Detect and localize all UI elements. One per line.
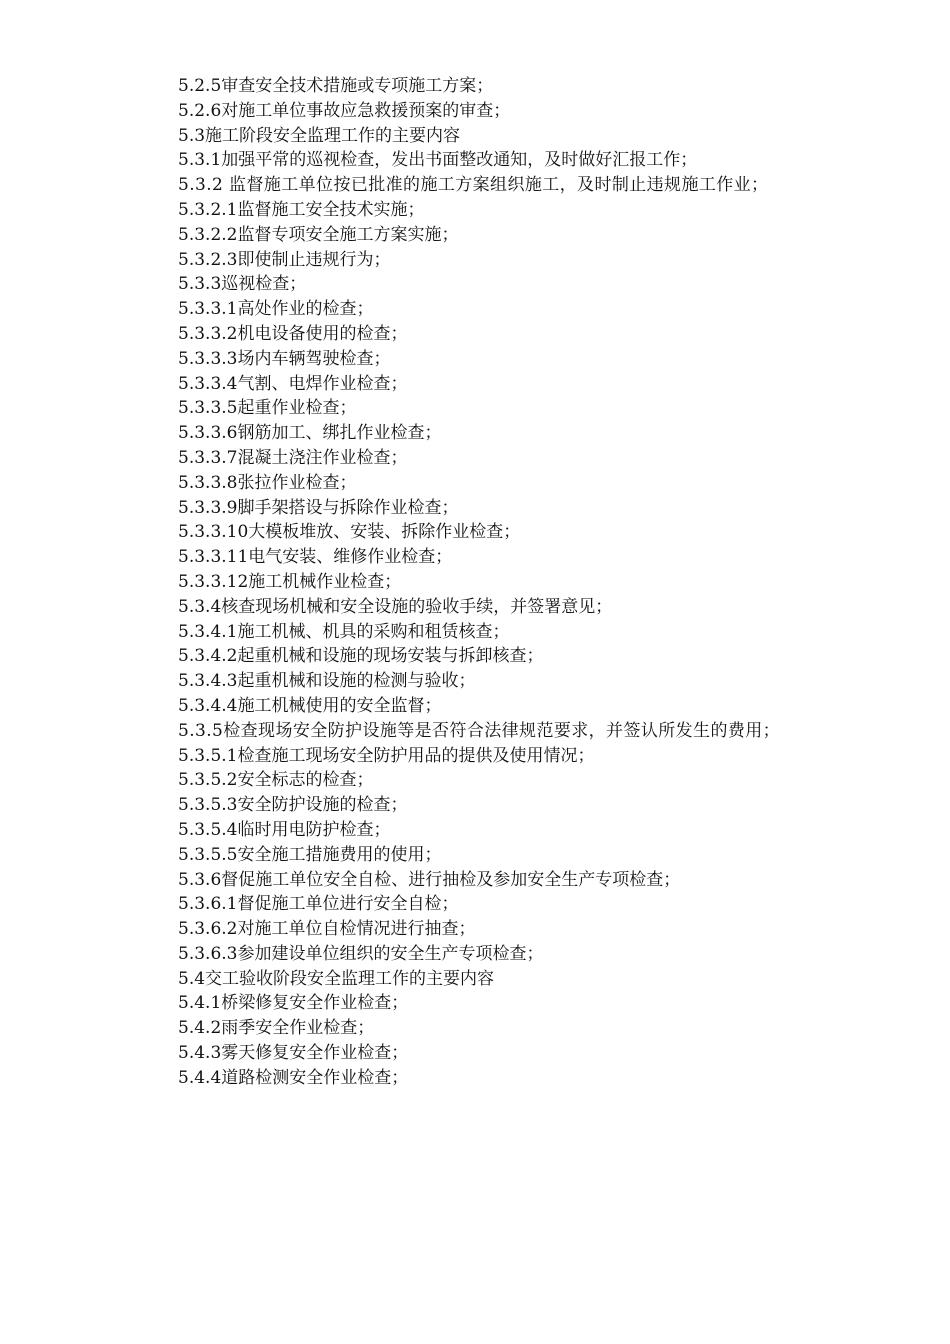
text-line: 5.3.5.2安全标志的检查； — [178, 770, 374, 791]
text-line: 5.3.3.10大模板堆放、安装、拆除作业检查； — [178, 522, 521, 543]
text-line: 5.4.4道路检测安全作业检查； — [178, 1067, 409, 1088]
text-line: 5.3.6.2对施工单位自检情况进行抽查； — [178, 919, 476, 940]
text-line: 5.3.6.3参加建设单位组织的安全生产专项检查； — [178, 943, 544, 964]
section-heading: 5.4交工验收阶段安全监理工作的主要内容 — [178, 968, 495, 989]
text-line: 5.3.3.5起重作业检查； — [178, 398, 357, 419]
text-line: 5.3.4.2起重机械和设施的现场安装与拆卸核查； — [178, 646, 544, 667]
text-line: 5.3.6.1督促施工单位进行安全自检； — [178, 894, 459, 915]
text-line: 5.3.3.4气割、电焊作业检查； — [178, 373, 408, 394]
text-line: 5.3.1加强平常的巡视检查，发出书面整改通知，及时做好汇报工作； — [178, 150, 698, 171]
text-line: 5.3.5.5安全施工措施费用的使用； — [178, 844, 442, 865]
text-line: 5.3.2.1监督施工安全技术实施； — [178, 199, 425, 220]
text-line: 5.4.3雾天修复安全作业检查； — [178, 1043, 409, 1064]
text-line: 5.3.5.1检查施工现场安全防护用品的提供及使用情况； — [178, 745, 595, 766]
text-line: 5.2.5审查安全技术措施或专项施工方案； — [178, 76, 494, 96]
text-line: 5.3.4.4施工机械使用的安全监督； — [178, 695, 442, 716]
text-line: 5.3.5检查现场安全防护设施等是否符合法律规范要求，并签认所发生的费用； — [178, 720, 781, 741]
text-line: 5.3.4核查现场机械和安全设施的验收手续，并签署意见； — [178, 596, 613, 617]
text-line: 5.2.6对施工单位事故应急救援预案的审查； — [178, 100, 511, 121]
text-line: 5.3.5.3安全防护设施的检查； — [178, 795, 408, 816]
text-line: 5.3.3.11电气安装、维修作业检查； — [178, 547, 453, 568]
text-line: 5.3.3.2机电设备使用的检查； — [178, 323, 408, 344]
text-line: 5.3.3.12施工机械作业检查； — [178, 571, 402, 592]
text-line: 5.3.3.8张拉作业检查； — [178, 472, 357, 493]
text-line: 5.3.2.2监督专项安全施工方案实施； — [178, 224, 459, 245]
document-body — [144, 74, 809, 1091]
text-line: 5.3.3.1高处作业的检查； — [178, 299, 374, 320]
text-line: 5.3.6督促施工单位安全自检、进行抽检及参加安全生产专项检查； — [178, 869, 681, 890]
text-line: 5.4.1桥梁修复安全作业检查； — [178, 993, 409, 1014]
section-heading: 5.3施工阶段安全监理工作的主要内容 — [178, 125, 461, 146]
text-line: 5.3.3巡视检查； — [178, 274, 307, 295]
text-line: 5.3.3.6钢筋加工、绑扎作业检查； — [178, 423, 442, 444]
text-line: 5.3.3.7混凝土浇注作业检查； — [178, 447, 408, 468]
text-line: 5.3.3.3场内车辆驾驶检查； — [178, 348, 391, 369]
text-line: 5.3.2.3即使制止违规行为； — [178, 249, 391, 270]
text-line: 5.4.2雨季安全作业检查； — [178, 1018, 375, 1039]
text-line: 5.3.2 监督施工单位按已批准的施工方案组织施工，及时制止违规施工作业； — [178, 175, 769, 196]
text-line: 5.3.5.4临时用电防护检查； — [178, 819, 391, 840]
text-line: 5.3.4.3起重机械和设施的检测与验收； — [178, 671, 476, 692]
text-line: 5.3.3.9脚手架搭设与拆除作业检查； — [178, 497, 459, 518]
text-line: 5.3.4.1施工机械、机具的采购和租赁核查； — [178, 621, 510, 642]
